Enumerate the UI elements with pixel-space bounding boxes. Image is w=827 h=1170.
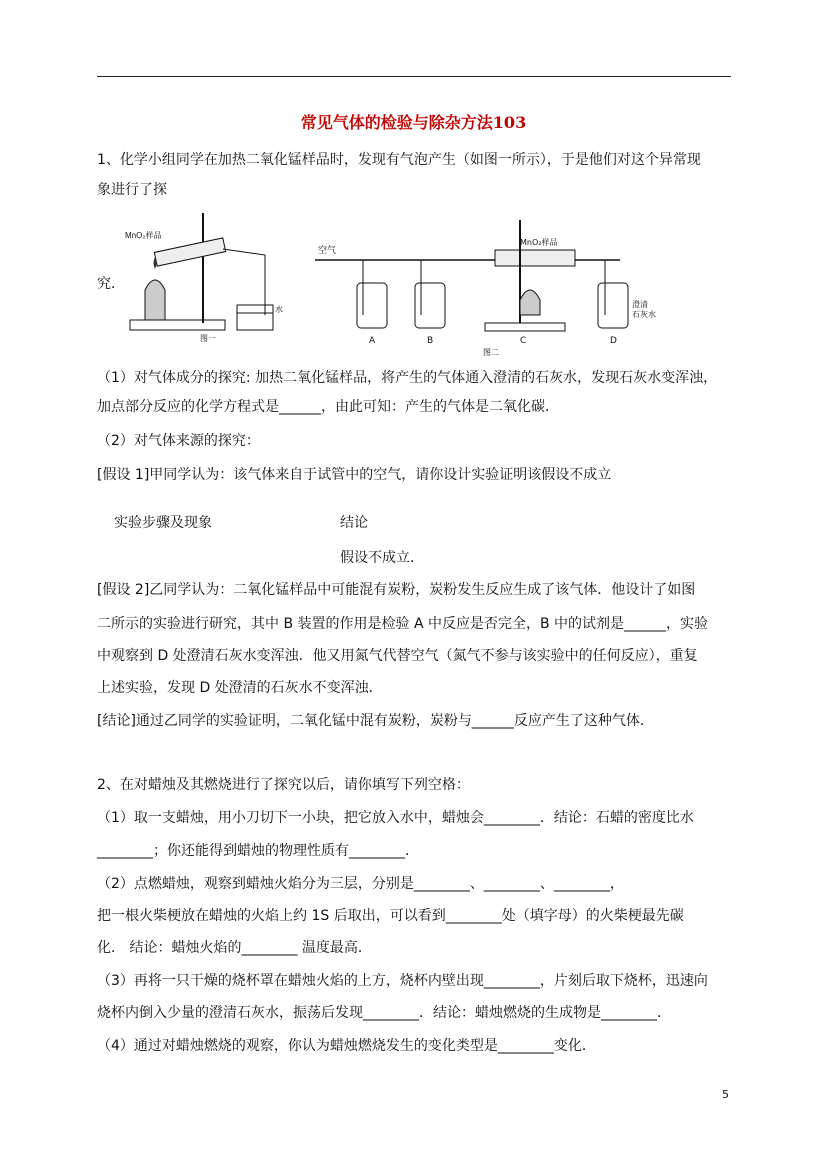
- fig2-limewater-label-2: 石灰水: [632, 310, 656, 319]
- q2-p1-line2: ________；你还能得到蜡烛的物理性质有________．: [97, 843, 419, 859]
- fig2-label-b: B: [427, 336, 434, 346]
- q1-p1-line1: （1）对气体成分的探究: 加热二氧化锰样品，将产生的气体通入澄清的石灰水，发现石灰水变浑浊，: [97, 370, 718, 386]
- figure-two: [315, 215, 670, 360]
- fig1-caption: 图一: [200, 334, 216, 343]
- fig2-label-d: D: [610, 336, 617, 346]
- fig2-label-c: C: [520, 336, 527, 346]
- q2-p2-line3: 化． 结论：蜡烛火焰的________ 温度最高．: [97, 940, 372, 956]
- q1-intro-line2: 象进行了探: [97, 182, 167, 198]
- q1-h2-line3: 中观察到 D 处澄清石灰水变浑浊．他又用氮气代替空气（氮气不参与该实验中的任何反应），重复: [97, 648, 698, 664]
- fig2-air-label: 空气: [318, 246, 337, 256]
- q2-p3-line1: （3）再将一只干燥的烧杯罩在蜡烛火焰的上方，烧杯内壁出现________，片刻后取下烧杯，迅速向: [97, 973, 708, 989]
- q1-hypothesis1: [假设 1]甲同学认为：该气体来自于试管中的空气，请你设计实验证明该假设不成立: [97, 467, 612, 483]
- q1-intro-line3: 究．: [97, 276, 125, 292]
- page-title: 常见气体的检验与除杂方法103: [300, 113, 527, 132]
- q2-p4: （4）通过对蜡烛燃烧的观察，你认为蜡烛燃烧发生的变化类型是________变化．: [97, 1038, 596, 1054]
- fig2-caption: 图二: [483, 348, 499, 357]
- figure-one: [125, 205, 285, 345]
- q2-p3-line2: 烧杯内倒入少量的澄清石灰水，振荡后发现________．结论：蜡烛燃烧的生成物是________．: [97, 1005, 671, 1021]
- q1-h2-line2: 二所示的实验进行研究，其中 B 装置的作用是检验 A 中反应是否完全，B 中的试剂是______，实验: [97, 616, 709, 632]
- fig1-water-label: 水: [275, 305, 283, 314]
- q1-p2: （2）对气体来源的探究：: [97, 433, 260, 449]
- fig2-limewater-label-1: 澄清: [632, 300, 648, 309]
- fig2-sample-label: MnO₂样品: [520, 238, 558, 247]
- q2-intro: 2、在对蜡烛及其燃烧进行了探究以后，请你填写下列空格：: [97, 777, 470, 793]
- q1-p1-line2: 加点部分反应的化学方程式是______，由此可知：产生的气体是二氧化碳．: [97, 399, 559, 415]
- fig2-label-a: A: [369, 336, 376, 346]
- q2-p2-line2: 把一根火柴梗放在蜡烛的火焰上约 1S 后取出，可以看到________处（填字母）的火柴梗最先碳: [97, 908, 684, 924]
- page-number: 5: [722, 1088, 729, 1101]
- q1-h2-line1: [假设 2]乙同学认为：二氧化锰样品中可能混有炭粉，炭粉发生反应生成了该气体．他设计了如图: [97, 582, 696, 598]
- fig1-sample-label: MnO₂样品: [125, 231, 162, 240]
- q1-conclusion: [结论]通过乙同学的实验证明，二氧化锰中混有炭粉，炭粉与______反应产生了这种气体．: [97, 713, 654, 729]
- table-val: 假设不成立．: [340, 550, 424, 566]
- q1-h2-line4: 上述实验，发现 D 处澄清的石灰水不变浑浊．: [97, 680, 383, 696]
- header-rule: [97, 76, 731, 77]
- table-col2: 结论: [340, 515, 368, 531]
- q2-p2-line1: （2）点燃蜡烛，观察到蜡烛火焰分为三层，分别是________、________、________，: [97, 876, 624, 892]
- table-col1: 实验步骤及现象: [114, 515, 212, 531]
- q2-p1-line1: （1）取一支蜡烛，用小刀切下一小块，把它放入水中，蜡烛会________．结论：石蜡的密度比水: [97, 810, 694, 826]
- q1-intro-line1: 1、化学小组同学在加热二氧化锰样品时，发现有气泡产生（如图一所示），于是他们对这个异常现: [97, 152, 701, 168]
